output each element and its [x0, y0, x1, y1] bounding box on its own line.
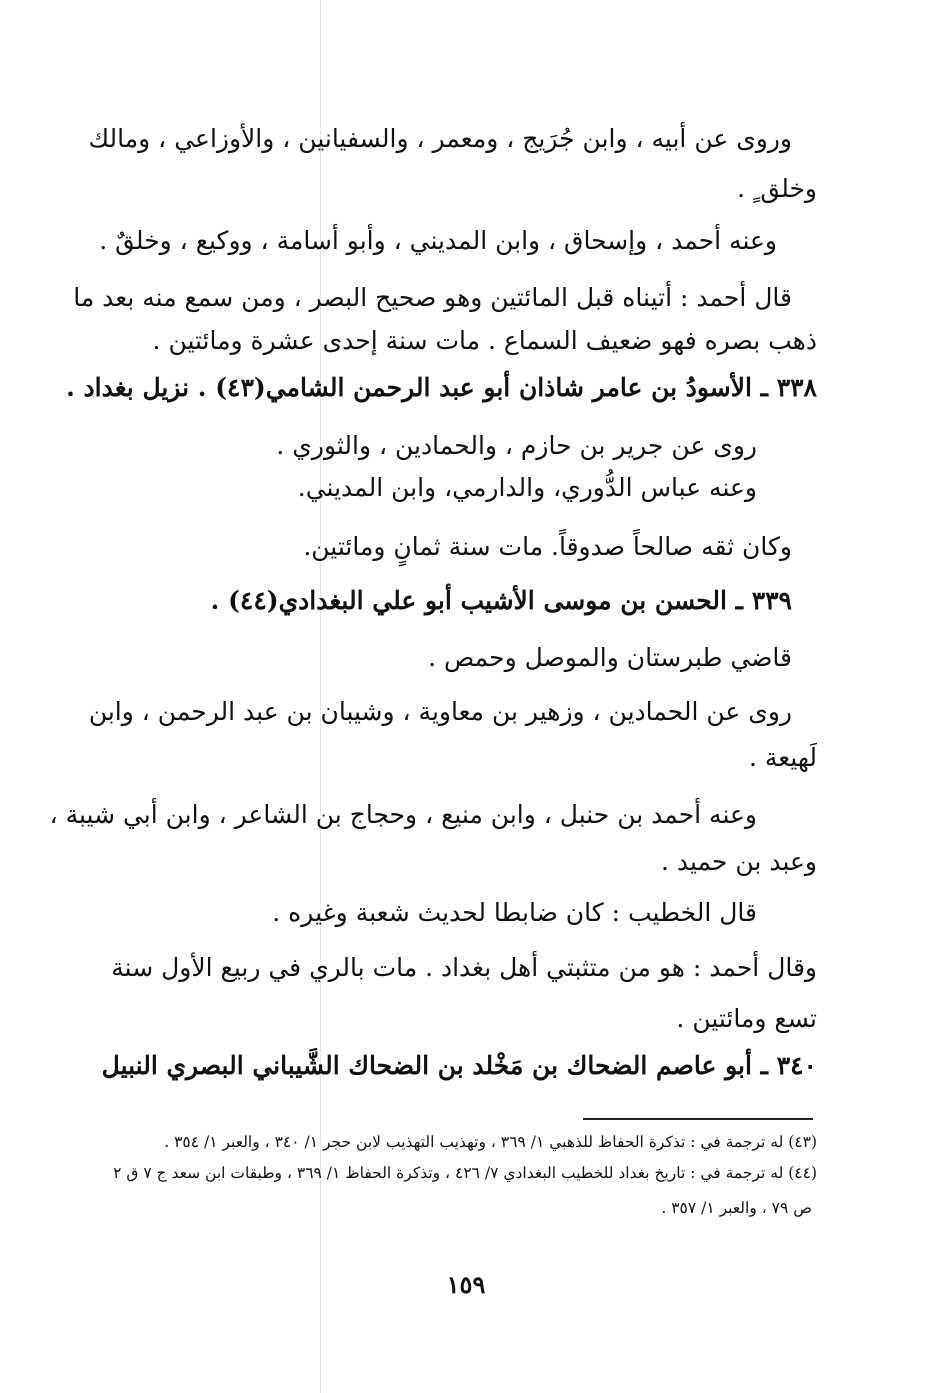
- footnote-divider: [583, 1118, 813, 1120]
- text-line: روى عن الحمادين ، وزهير بن معاوية ، وشيبان بن عبد الرحمن ، وابن: [88, 697, 792, 726]
- text-line: ذهب بصره فهو ضعيف السماع . مات سنة إحدى عشرة ومائتين .: [152, 326, 817, 355]
- footnote-44: (٤٤) له ترجمة في : تاريخ بغداد للخطيب البغدادي ٧/ ٤٢٦ ، وتذكرة الحفاظ ١/ ٣٦٩ ، وطبقات ابن سعد ج ٧ ق ٢: [113, 1164, 817, 1182]
- text-line: قال الخطيب : كان ضابطا لحديث شعبة وغيره .: [272, 898, 757, 927]
- page-number: ١٥٩: [446, 1270, 486, 1299]
- text-line: قاضي طبرستان والموصل وحمص .: [428, 643, 792, 672]
- text-line: وعبد بن حميد .: [660, 847, 817, 876]
- entry-heading-340: ٣٤٠ ـ أبو عاصم الضحاك بن مَخْلد بن الضحاك الشَّيباني البصري النبيل: [101, 1051, 817, 1080]
- text-line: وخلق ٍ .: [737, 174, 817, 203]
- footnote-44-continued: ص ٧٩ ، والعبر ١/ ٣٥٧ .: [661, 1199, 812, 1217]
- entry-heading-338: ٣٣٨ ـ الأسودُ بن عامر شاذان أبو عبد الرحمن الشامي(٤٣) . نزيل بغداد .: [66, 373, 817, 402]
- text-line: لَهيعة .: [748, 743, 817, 772]
- footnote-43: (٤٣) له ترجمة في : تذكرة الحفاظ للذهبي ١/ ٣٦٩ ، وتهذيب التهذيب لابن حجر ١/ ٣٤٠ ، والعبر ١/ ٣٥٤ .: [164, 1133, 817, 1151]
- text-line: وروى عن أبيه ، وابن جُرَيج ، ومعمر ، والسفيانين ، والأوزاعي ، ومالك: [88, 124, 792, 153]
- text-line: وكان ثقه صالحاً صدوقاً. مات سنة ثمانٍ ومائتين.: [303, 532, 792, 561]
- text-line: وعنه عباس الدُّوري، والدارمي، وابن المديني.: [297, 473, 757, 502]
- text-line: تسع ومائتين .: [676, 1004, 817, 1033]
- text-line: وعنه أحمد ، وإسحاق ، وابن المديني ، وأبو أسامة ، ووكيع ، وخلقٌ .: [99, 226, 777, 255]
- text-line: وقال أحمد : هو من متثبتي أهل بغداد . مات بالري في ربيع الأول سنة: [111, 953, 817, 982]
- text-line: روى عن جرير بن حازم ، والحمادين ، والثوري .: [276, 431, 757, 460]
- text-line: قال أحمد : أتيناه قبل المائتين وهو صحيح البصر ، ومن سمع منه بعد ما: [73, 283, 792, 312]
- text-line: وعنه أحمد بن حنبل ، وابن منيع ، وحجاج بن الشاعر ، وابن أبي شيبة ،: [49, 800, 757, 829]
- entry-heading-339: ٣٣٩ ـ الحسن بن موسى الأشيب أبو علي البغدادي(٤٤) .: [210, 586, 792, 615]
